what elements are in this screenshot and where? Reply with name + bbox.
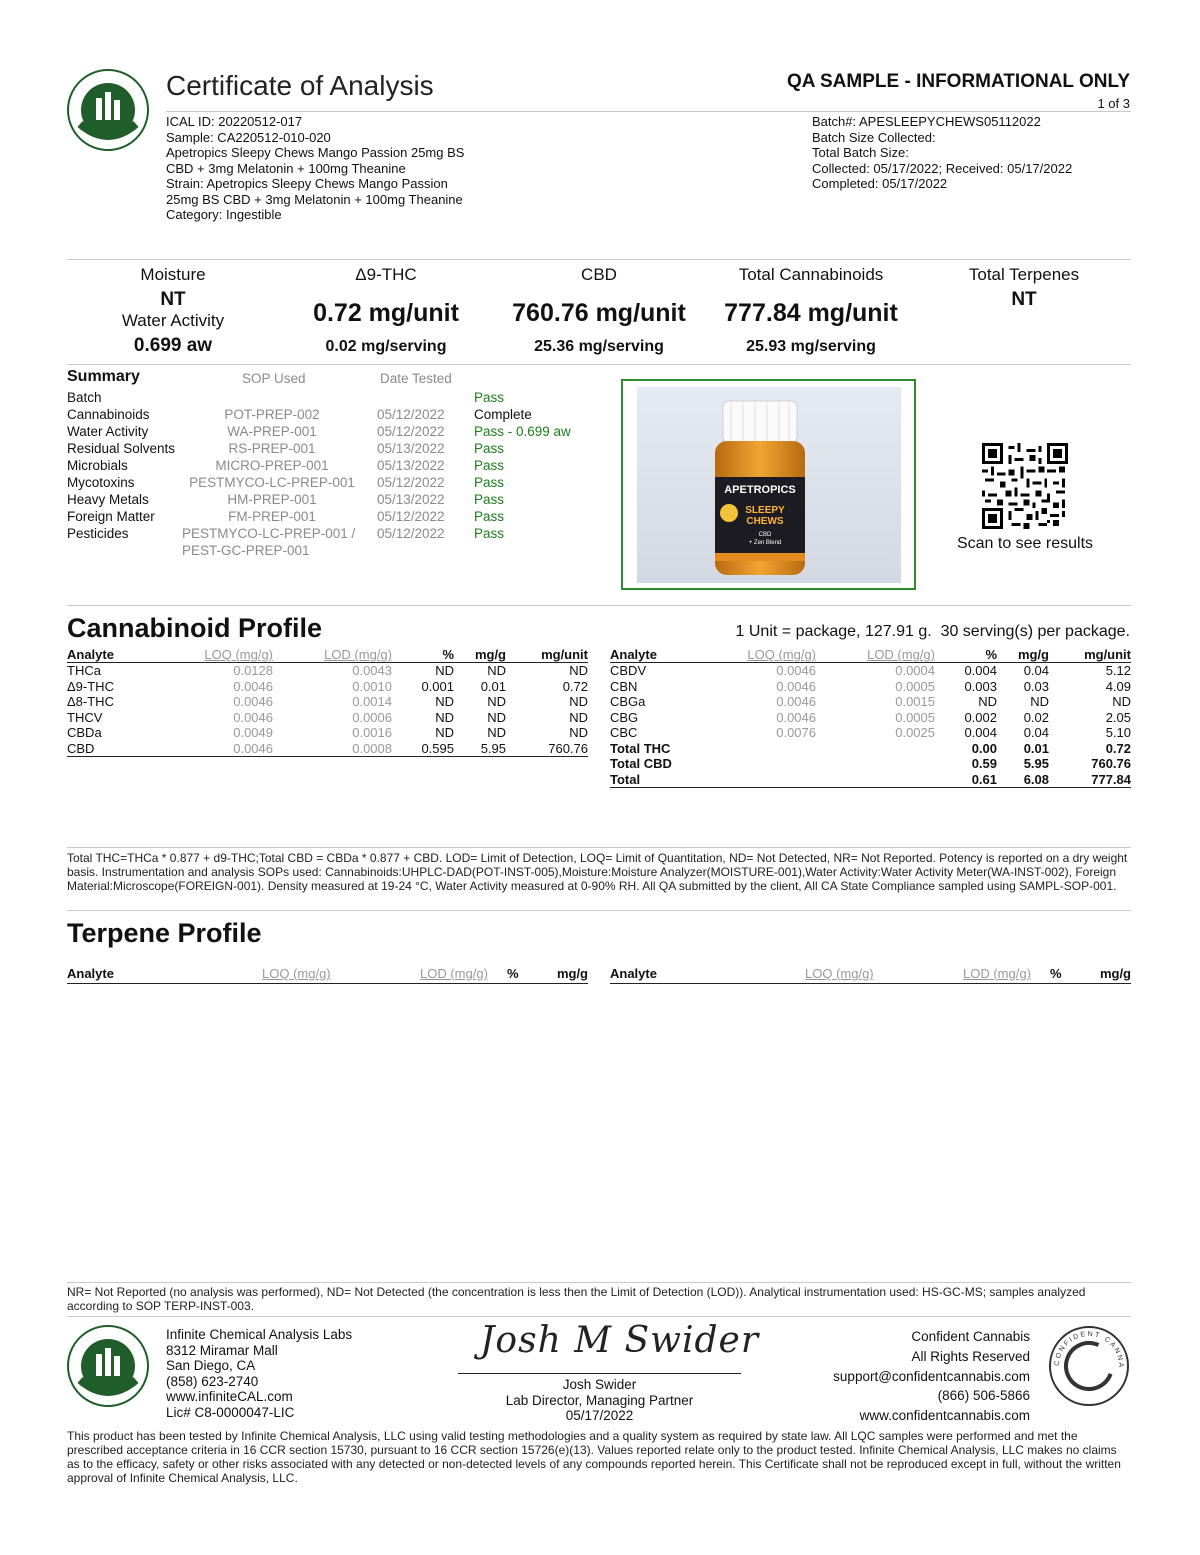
- summary-sop: POT-PREP-002: [224, 407, 320, 422]
- col-mg-g: mg/g: [556, 966, 588, 981]
- water-activity-value: 0.699 aw: [133, 335, 213, 356]
- cc-seal-text: CONFIDENT CANNA: [1053, 1330, 1125, 1370]
- summary-test: Foreign Matter: [67, 509, 155, 524]
- page-title: Certificate of Analysis: [166, 70, 434, 101]
- summary-date: 05/12/2022: [377, 407, 445, 422]
- col-analyte: Analyte: [610, 966, 657, 981]
- analyte: THCV: [67, 709, 103, 725]
- analyte: CBG: [610, 709, 639, 725]
- summary-test: Microbials: [67, 458, 128, 473]
- terpene-notes: NR= Not Reported (no analysis was performed), ND= Not Detected (the concentration is less then the Limit of Detection (LOD)). Analytical instrumentation used: HS-GC-MS; samples analyzed according to SOP TERP-INST-003.: [67, 1285, 1086, 1313]
- summary-row: [67, 509, 627, 526]
- cannabinoid-profile-title: Cannabinoid Profile: [67, 613, 323, 643]
- analyte: Δ9-THC: [67, 678, 114, 694]
- mg-unit: 0.72: [562, 678, 588, 694]
- lab-logo: [66, 68, 150, 152]
- cannabinoid-notes: Total THC=THCa * 0.877 + d9-THC;Total CBD = CBDa * 0.877 + CBD. LOD= Limit of Detection, LOQ= Limit of Quantitation, ND= Not Detected, NR= Not Reported. Potency is reported on a dry weight basis. Instrumentation and analysis SOPs used: Cannabinoids:UHPLC-DAD(POT-INST-005),Moisture:Moisture Analyzer(MOISTURE-001),Water Activity:Water Activity Meter(WA-INST-002), Foreign Material:Microscope(FOREIGN-001). Density measured at 19-24 °C, Water Activity measured at 0-90% RH. All QA submitted by the client, All CA State Compliance sampled using SAMPL-SOP-001.: [67, 851, 1128, 893]
- mg-g: 0.04: [1023, 663, 1049, 679]
- summary-test: Cannabinoids: [67, 407, 150, 422]
- summary-test: Heavy Metals: [67, 492, 149, 507]
- table-row: [67, 694, 588, 710]
- lod: 0.0014: [352, 694, 392, 710]
- table-row: [67, 679, 588, 695]
- sign-date: 05/17/2022: [565, 1408, 634, 1423]
- col-lod: LOD (mg/g): [273, 647, 392, 663]
- total-cannabinoids-metric: [706, 265, 916, 356]
- summary-result: Pass: [474, 475, 505, 490]
- loq: 0.0049: [233, 725, 273, 741]
- col-loq: LOQ (mg/g): [162, 647, 273, 663]
- cbd-value: 760.76 mg/unit: [512, 299, 686, 327]
- cc-website[interactable]: www.confidentcannabis.com: [859, 1408, 1030, 1424]
- mg-g: ND: [1030, 694, 1049, 710]
- page-number: 1 of 3: [1097, 96, 1130, 111]
- loq: 0.0128: [233, 663, 273, 679]
- summary-row: [67, 492, 627, 509]
- batch-line: Batch Size Collected:: [812, 129, 936, 145]
- mg-g: 6.08: [1023, 771, 1049, 787]
- cc-phone: (866) 506-5866: [937, 1388, 1030, 1404]
- product-name-line2: CHEWS: [746, 516, 784, 527]
- product-tag-line1: CBD: [758, 532, 772, 538]
- col-percent: %: [1050, 966, 1062, 981]
- batch-line: Completed: 05/17/2022: [812, 176, 948, 191]
- summary-result: Pass: [474, 441, 505, 456]
- qr-caption: Scan to see results: [956, 535, 1094, 552]
- moisture-metric: [68, 265, 278, 357]
- cc-contact: [833, 1327, 1030, 1426]
- analyte: THCa: [67, 663, 101, 679]
- summary-sop: PESTMYCO-LC-PREP-001: [189, 475, 355, 490]
- table-row: [67, 741, 588, 757]
- loq: 0.0046: [233, 678, 273, 694]
- col-percent: %: [392, 647, 454, 663]
- percent: 0.61: [971, 771, 997, 787]
- d9thc-label: Δ9-THC: [355, 265, 417, 284]
- lod: 0.0043: [352, 663, 392, 679]
- summary-sop: PESTMYCO-LC-PREP-001 /: [182, 526, 356, 541]
- moisture-value: NT: [160, 289, 186, 310]
- percent: 0.002: [964, 709, 997, 725]
- analyte: CBDa: [67, 725, 102, 741]
- table-row: [67, 725, 588, 741]
- col-lod: LOD (mg/g): [963, 966, 1031, 981]
- product-brand: APETROPICS: [724, 484, 796, 496]
- metrics-bottom-divider: [67, 364, 1131, 365]
- qr-code[interactable]: [982, 443, 1068, 529]
- analyte: CBGa: [610, 694, 646, 710]
- lab-city: San Diego, CA: [166, 1358, 256, 1373]
- table-header: [67, 647, 588, 663]
- summary-sop: HM-PREP-001: [227, 492, 317, 507]
- summary-row: [67, 407, 627, 424]
- total-cannabinoids-value: 777.84 mg/unit: [724, 299, 898, 327]
- total-terpenes-metric: [919, 265, 1129, 311]
- table-row: [610, 725, 1131, 741]
- summary-test: Batch: [67, 390, 102, 405]
- disclaimer: This product has been tested by Infinite Chemical Analysis, LLC using valid testing methodologies and a quality system as required by state law. All LQC samples were performed and met the prescribed acceptance criteria in 16 CCR section 15730, pursuant to 16 CCR section 15726(e)(13). Values reported relate only to the product tested. Infinite Chemical Analysis, LLC makes no claims as to the efficacy, safety or other risks associated with any detected or non-detected levels of any compounds reported herein. This Certificate shall not be reproduced except in full, without the written approval of Infinite Chemical Analysis, LLC.: [67, 1429, 1121, 1485]
- footer-divider: [67, 1316, 1131, 1317]
- loq: 0.0046: [233, 694, 273, 710]
- mg-g: ND: [487, 694, 506, 710]
- unit-note: 1 Unit = package, 127.91 g. 30 serving(s) per package.: [735, 623, 1130, 640]
- summary-sop: RS-PREP-001: [228, 441, 316, 456]
- col-mg-unit: mg/unit: [506, 647, 588, 663]
- loq: 0.0076: [776, 725, 816, 741]
- mg-g: ND: [487, 725, 506, 741]
- lod: 0.0008: [352, 740, 392, 756]
- cbd-metric: [494, 265, 704, 356]
- cc-email[interactable]: support@confidentcannabis.com: [833, 1368, 1030, 1384]
- loq: 0.0046: [776, 678, 816, 694]
- analyte: Δ8-THC: [67, 694, 114, 710]
- summary-result: Pass: [474, 492, 505, 507]
- mg-unit: ND: [569, 663, 588, 679]
- cannabinoid-table-right: [610, 647, 1131, 788]
- summary-test: Residual Solvents: [67, 441, 176, 456]
- percent: ND: [435, 725, 454, 741]
- sample-line: CBD + 3mg Melatonin + 100mg Theanine: [166, 160, 406, 176]
- percent: 0.003: [964, 678, 997, 694]
- percent: 0.595: [421, 740, 454, 756]
- mg-unit: 2.05: [1105, 709, 1131, 725]
- mg-unit: 777.84: [1091, 771, 1131, 787]
- total-label: Total CBD: [610, 756, 672, 772]
- summary-row: [67, 424, 627, 441]
- summary-col-date: Date Tested: [380, 371, 452, 386]
- lod: 0.0005: [895, 678, 935, 694]
- summary-result: Complete: [474, 407, 532, 422]
- cc-name: Confident Cannabis: [911, 1329, 1030, 1344]
- terpene-profile-title: Terpene Profile: [67, 918, 262, 948]
- lod: 0.0005: [895, 709, 935, 725]
- total-row: [610, 756, 1131, 772]
- percent: 0.004: [964, 725, 997, 741]
- percent: 0.00: [971, 740, 997, 756]
- total-cannabinoids-label: Total Cannabinoids: [738, 265, 884, 284]
- col-lod: LOD (mg/g): [816, 647, 935, 663]
- lab-contact: [166, 1327, 352, 1420]
- summary-row: [67, 458, 627, 475]
- summary-sop: WA-PREP-001: [227, 424, 317, 439]
- lod: 0.0025: [895, 725, 935, 741]
- total-label: Total THC: [610, 740, 671, 756]
- qa-notice: QA SAMPLE - INFORMATIONAL ONLY: [786, 71, 1130, 92]
- mg-unit: ND: [569, 694, 588, 710]
- col-loq: LOQ (mg/g): [262, 966, 331, 981]
- mg-unit: 0.72: [1105, 740, 1131, 756]
- col-analyte: Analyte: [610, 647, 705, 663]
- table-row: [610, 710, 1131, 726]
- mg-unit: 5.12: [1105, 663, 1131, 679]
- signer-block: [458, 1377, 741, 1424]
- metrics-top-divider: [67, 259, 1131, 260]
- cannabinoid-table-left: [67, 647, 588, 757]
- batch-line: Total Batch Size:: [812, 145, 909, 160]
- mg-g: ND: [487, 709, 506, 725]
- summary-test: Water Activity: [67, 424, 149, 439]
- d9thc-metric: [281, 265, 491, 356]
- profile-divider: [67, 605, 1131, 606]
- summary-date: 05/12/2022: [377, 475, 445, 490]
- summary-sop: FM-PREP-001: [228, 509, 316, 524]
- lod: 0.0004: [895, 663, 935, 679]
- analyte: CBDV: [610, 663, 647, 679]
- summary-test: Mycotoxins: [67, 475, 135, 490]
- product-tag-line2: + Zen Blend: [748, 540, 782, 546]
- mg-g: 0.02: [1023, 709, 1049, 725]
- summary-row: [67, 475, 627, 492]
- sample-line: Strain: Apetropics Sleepy Chews Mango Passion: [166, 176, 448, 191]
- summary-date: 05/13/2022: [377, 492, 445, 507]
- lab-phone: (858) 623-2740: [166, 1373, 259, 1389]
- water-activity-label: Water Activity: [121, 311, 225, 330]
- lod: 0.0010: [352, 678, 392, 694]
- header-divider: [166, 111, 1131, 112]
- col-percent: %: [507, 966, 519, 981]
- total-label: Total: [610, 771, 641, 787]
- summary-sop: MICRO-PREP-001: [215, 458, 329, 473]
- table-header: [610, 647, 1131, 663]
- product-photo-frame: [621, 379, 916, 590]
- total-terpenes-label: Total Terpenes: [968, 265, 1080, 284]
- summary-row: [67, 441, 627, 458]
- moisture-label: Moisture: [140, 265, 206, 284]
- lod: 0.0006: [352, 709, 392, 725]
- cc-rights: All Rights Reserved: [911, 1348, 1030, 1364]
- total-row: [610, 741, 1131, 757]
- mg-g: 5.95: [1023, 756, 1049, 772]
- summary-result: Pass: [474, 509, 505, 524]
- loq: 0.0046: [233, 740, 273, 756]
- batch-line: Batch#: APESLEEPYCHEWS05112022: [812, 114, 1041, 129]
- mg-g: ND: [487, 663, 506, 679]
- summary-date: 05/12/2022: [377, 526, 445, 541]
- loq: 0.0046: [233, 709, 273, 725]
- sample-line: Category: Ingestible: [166, 207, 282, 222]
- sample-info: [166, 114, 496, 223]
- col-percent: %: [935, 647, 997, 663]
- col-analyte: Analyte: [67, 647, 162, 663]
- table-row: [67, 710, 588, 726]
- batch-line: Collected: 05/17/2022; Received: 05/17/2022: [812, 160, 1073, 176]
- analyte: CBD: [67, 740, 95, 756]
- d9thc-serving: 0.02 mg/serving: [325, 338, 447, 355]
- lab-license: Lic# C8-0000047-LIC: [166, 1404, 295, 1420]
- sample-line: ICAL ID: 20220512-017: [166, 114, 303, 129]
- product-photo: [623, 381, 914, 588]
- summary-result: Pass: [474, 526, 505, 541]
- col-mg-g: mg/g: [997, 647, 1049, 663]
- mg-unit: 5.10: [1105, 725, 1131, 741]
- summary-date: 05/12/2022: [377, 509, 445, 524]
- summary-result: Pass: [474, 390, 505, 405]
- batch-info: [812, 114, 1132, 192]
- summary-row: [67, 526, 627, 560]
- signer-title: Lab Director, Managing Partner: [505, 1392, 694, 1408]
- percent: ND: [978, 694, 997, 710]
- notes-divider: [67, 847, 1131, 848]
- mg-g: 0.01: [480, 678, 506, 694]
- mg-unit: 760.76: [1091, 756, 1131, 772]
- lab-website[interactable]: www.infiniteCAL.com: [166, 1389, 293, 1404]
- percent: ND: [435, 694, 454, 710]
- mg-g: 0.04: [1023, 725, 1049, 741]
- sample-line: Apetropics Sleepy Chews Mango Passion 25mg BS: [166, 145, 465, 160]
- mg-g: 0.01: [1023, 740, 1049, 756]
- percent: ND: [435, 709, 454, 725]
- summary-sop-line2: PEST-GC-PREP-001: [182, 543, 310, 558]
- signature: Josh M Swider: [480, 1320, 760, 1361]
- col-loq: LOQ (mg/g): [705, 647, 816, 663]
- col-lod: LOD (mg/g): [420, 966, 488, 981]
- percent: 0.004: [964, 663, 997, 679]
- lod: 0.0016: [352, 725, 392, 741]
- col-analyte: Analyte: [67, 966, 114, 981]
- lab-name: Infinite Chemical Analysis Labs: [166, 1327, 353, 1342]
- terpene-divider: [67, 910, 1131, 911]
- summary-title: Summary: [67, 368, 140, 385]
- total-row: [610, 772, 1131, 788]
- analyte: CBN: [610, 678, 638, 694]
- mg-unit: ND: [569, 725, 588, 741]
- cbd-serving: 25.36 mg/serving: [534, 338, 664, 355]
- table-row: [67, 663, 588, 679]
- cbd-label: CBD: [581, 265, 617, 284]
- summary-date: 05/13/2022: [377, 441, 445, 456]
- mg-g: 0.03: [1023, 678, 1049, 694]
- analyte: CBC: [610, 725, 638, 741]
- table-row: [610, 694, 1131, 710]
- table-row: [610, 679, 1131, 695]
- summary-col-sop: SOP Used: [242, 371, 306, 386]
- cc-seal: [1047, 1324, 1131, 1408]
- signature-line: [458, 1373, 741, 1374]
- sample-line: Sample: CA220512-010-020: [166, 129, 331, 145]
- summary-date: 05/13/2022: [377, 458, 445, 473]
- summary-test: Pesticides: [67, 526, 129, 541]
- terpene-header-right: [610, 966, 1131, 984]
- mg-unit: 4.09: [1105, 678, 1131, 694]
- summary-result: Pass: [474, 458, 505, 473]
- summary-date: 05/12/2022: [377, 424, 445, 439]
- summary-row: [67, 390, 627, 407]
- loq: 0.0046: [776, 663, 816, 679]
- percent: ND: [435, 663, 454, 679]
- mg-unit: ND: [569, 709, 588, 725]
- sample-line: 25mg BS CBD + 3mg Melatonin + 100mg Theanine: [166, 191, 463, 207]
- total-cannabinoids-serving: 25.93 mg/serving: [746, 338, 876, 355]
- percent: 0.59: [971, 756, 997, 772]
- loq: 0.0046: [776, 709, 816, 725]
- percent: 0.001: [421, 678, 454, 694]
- total-terpenes-value: NT: [1011, 289, 1037, 310]
- table-row: [610, 663, 1131, 679]
- lod: 0.0015: [895, 694, 935, 710]
- d9thc-value: 0.72 mg/unit: [313, 299, 459, 327]
- product-name-line1: SLEEPY: [745, 505, 785, 516]
- lab-address: 8312 Miramar Mall: [166, 1342, 278, 1358]
- col-mg-unit: mg/unit: [1049, 647, 1131, 663]
- mg-unit: ND: [1112, 694, 1131, 710]
- mg-unit: 760.76: [548, 740, 588, 756]
- summary-result: Pass - 0.699 aw: [474, 424, 571, 439]
- col-loq: LOQ (mg/g): [805, 966, 874, 981]
- terpene-notes-divider: [67, 1282, 1131, 1283]
- terpene-header-left: [67, 966, 588, 984]
- footer-lab-logo: [66, 1324, 150, 1408]
- loq: 0.0046: [776, 694, 816, 710]
- col-mg-g: mg/g: [1099, 966, 1131, 981]
- col-mg-g: mg/g: [454, 647, 506, 663]
- mg-g: 5.95: [480, 740, 506, 756]
- signer-name: Josh Swider: [562, 1377, 637, 1392]
